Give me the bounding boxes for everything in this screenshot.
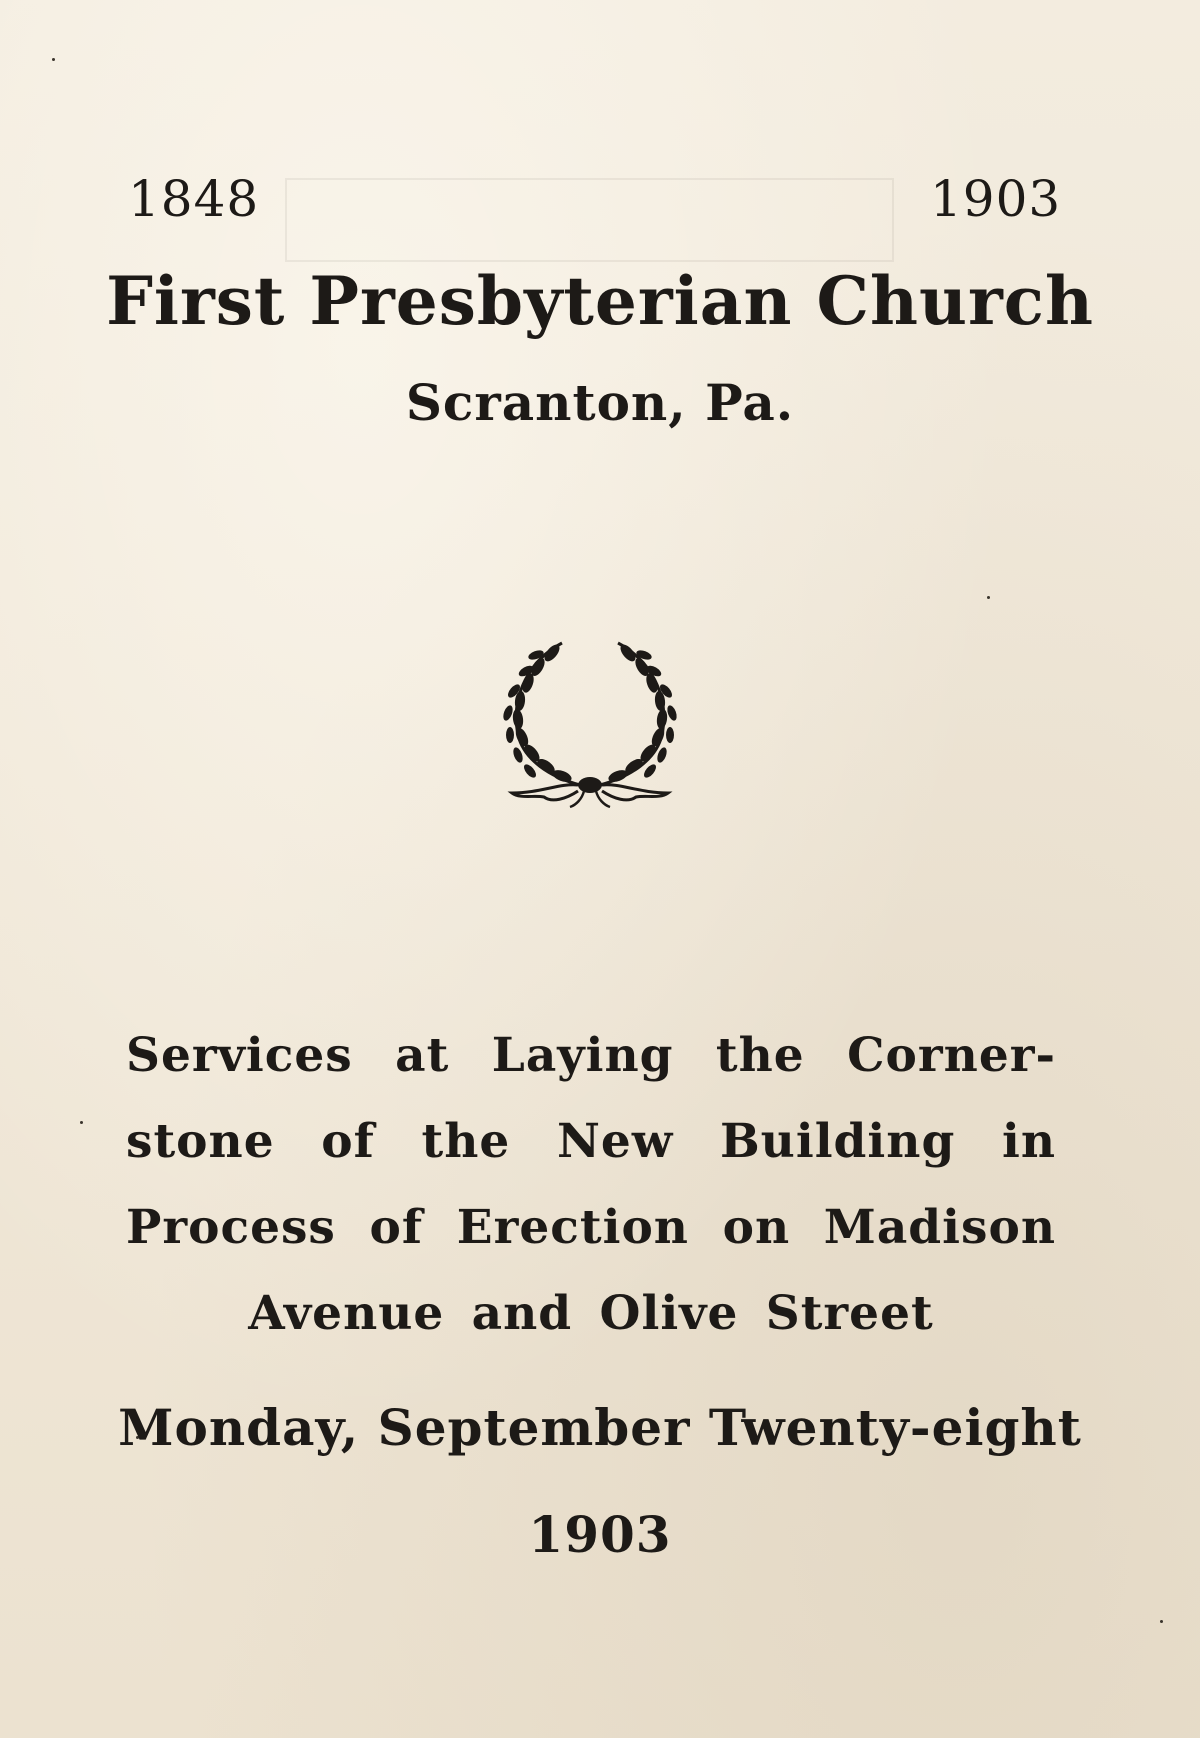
service-date: Monday, September Twenty-eight bbox=[118, 1398, 1082, 1457]
laurel-wreath-icon bbox=[500, 635, 680, 815]
year-left: 1848 bbox=[128, 170, 260, 228]
year-right: 1903 bbox=[930, 170, 1062, 228]
year-bottom: 1903 bbox=[528, 1505, 672, 1564]
services-description: Services at Laying the Corner-stone of the New Building in Process of Erection on Madison Avenue and Olive Street bbox=[126, 1028, 1056, 1341]
paper-speck bbox=[1160, 1620, 1163, 1623]
location-subtitle: Scranton, Pa. bbox=[405, 373, 795, 432]
paper-speck bbox=[52, 58, 55, 61]
paper-speck bbox=[80, 1121, 83, 1124]
bleed-through-ghost-box bbox=[285, 178, 894, 262]
paper-speck bbox=[987, 596, 990, 599]
church-name-title: First Presbyterian Church bbox=[106, 262, 1094, 340]
